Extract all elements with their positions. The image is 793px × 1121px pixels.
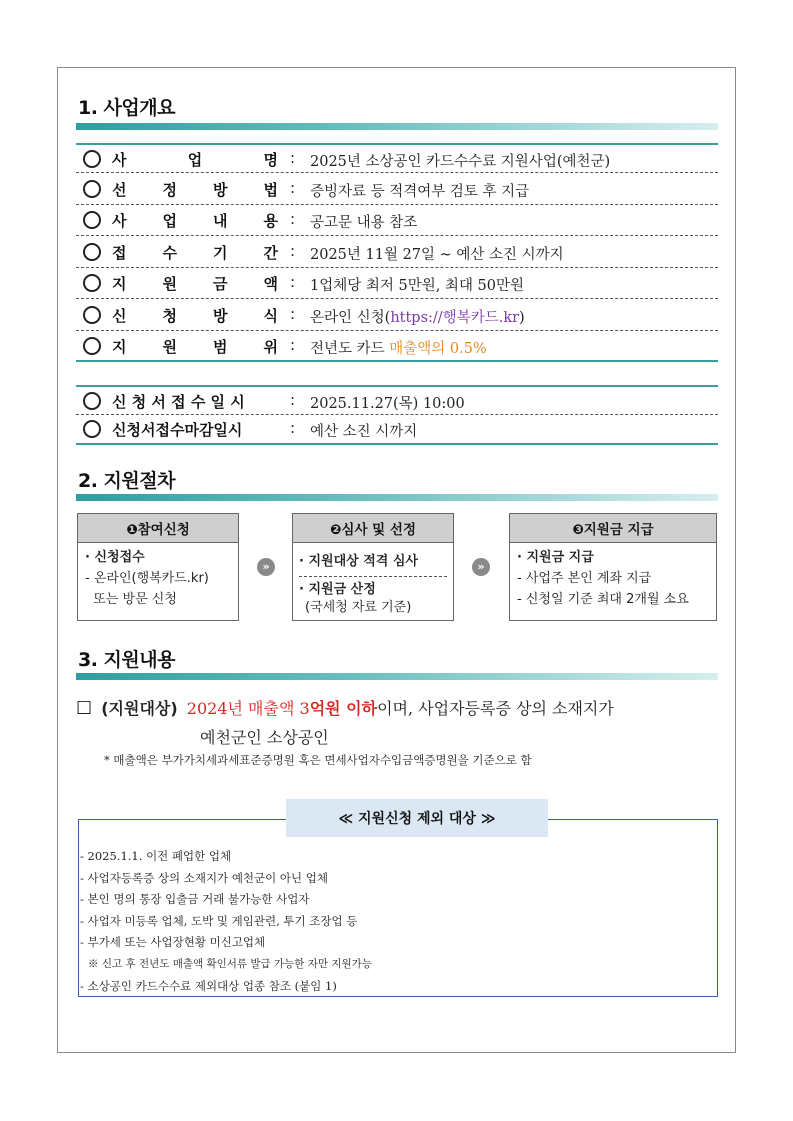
row-key-char: 내 <box>213 212 228 230</box>
row-key <box>112 210 278 231</box>
row-colon: : <box>290 241 296 260</box>
row-key-char: 법 <box>263 180 278 199</box>
list-item: - 사업자 미등록 업체, 도박 및 게임관련, 투기 조장업 등 <box>80 913 358 928</box>
row-key-char: 식 <box>263 306 278 325</box>
row-key-char: 범 <box>213 338 228 356</box>
value-suffix: ) <box>519 309 525 326</box>
value-prefix: 전년도 카드 <box>310 341 390 357</box>
website-link[interactable]: https://행복카드.kr <box>390 309 520 326</box>
row-key <box>112 149 278 170</box>
section1-bar <box>76 123 718 130</box>
step-line: 또는 방문 신청 <box>85 592 177 607</box>
row-key-char: 원 <box>162 275 177 293</box>
overview-row <box>76 301 718 331</box>
step-box-payment <box>509 513 717 621</box>
row-key-char: 신 <box>112 306 127 325</box>
section3-bar <box>76 673 718 680</box>
list-note: ※ 신고 후 전년도 매출액 확인서류 발급 가능한 자만 지원가능 <box>88 957 372 970</box>
list-item: - 2025.1.1. 이전 폐업한 업체 <box>80 849 232 863</box>
step-line: · 신청접수 <box>85 550 145 565</box>
row-value: 2025.11.27(목) 10:00 <box>310 396 465 412</box>
row-colon: : <box>290 149 296 167</box>
row-value <box>310 337 487 358</box>
row-key-char: 명 <box>263 151 278 169</box>
row-key <box>112 273 278 294</box>
step-line: (국세청 자료 기준) <box>305 600 412 615</box>
target-rest: 이며, 사업자등록증 상의 소재지가 <box>377 699 614 718</box>
row-colon: : <box>290 304 296 323</box>
step-line: · 지원금 산정 <box>299 582 376 597</box>
row-key-char: 정 <box>162 180 177 199</box>
row-key-char: 방 <box>213 180 228 199</box>
row-value: 2025년 11월 27일 ~ 예산 소진 시까지 <box>310 246 564 263</box>
row-colon: : <box>290 419 296 437</box>
row-key <box>112 179 278 200</box>
support-target <box>76 696 614 719</box>
row-key-char: 위 <box>263 338 278 356</box>
row-key-char: 사 <box>112 212 127 230</box>
section3-title: 3. 지원내용 <box>78 649 175 671</box>
section1-title: 1. 사업개요 <box>78 97 175 119</box>
circle-bullet-icon <box>83 274 101 292</box>
row-key-char: 선 <box>112 180 127 199</box>
list-item: - 소상공인 카드수수료 제외대상 업종 참조 (붙임 1) <box>80 978 337 993</box>
value-highlight: 매출액의 0.5% <box>389 341 487 357</box>
overview-row <box>76 143 718 173</box>
overview-row <box>76 332 718 362</box>
circle-bullet-icon <box>83 150 101 168</box>
row-key <box>112 305 278 326</box>
step-title: ❸지원금 지급 <box>510 514 716 543</box>
row-key <box>112 242 278 263</box>
row-value: 예산 소진 시까지 <box>310 424 418 440</box>
row-key: 신청서접수마감일시 <box>112 421 243 439</box>
row-key-char: 지 <box>112 275 127 293</box>
row-key-char: 금 <box>213 275 228 293</box>
exclusion-list <box>80 846 372 997</box>
circle-bullet-icon <box>83 337 101 355</box>
row-value: 1업체당 최저 5만원, 최대 50만원 <box>310 278 525 294</box>
overview-row <box>76 269 718 299</box>
row-key-char: 접 <box>112 243 127 262</box>
step-line: · 지원대상 적격 심사 <box>299 547 447 577</box>
step-line: - 신청일 기준 최대 2개월 소요 <box>517 592 689 607</box>
row-key-char: 액 <box>263 275 278 293</box>
row-key-char: 용 <box>263 212 278 230</box>
overview-row <box>76 206 718 236</box>
target-red-bold: 억원 이하 <box>309 699 378 718</box>
row-value: 증빙자료 등 적격여부 검토 후 지급 <box>310 183 530 200</box>
row-key-char: 지 <box>112 338 127 356</box>
row-colon: : <box>290 273 296 291</box>
step-box-apply <box>77 513 239 621</box>
checkbox-icon: ☐ <box>76 698 93 719</box>
value-prefix: 온라인 신청( <box>310 309 391 326</box>
row-key: 신 청 서 접 수 일 시 <box>112 393 245 411</box>
target-red-text: 2024년 매출액 3 <box>186 699 310 718</box>
row-key-char: 기 <box>213 243 228 262</box>
overview-row <box>76 238 718 268</box>
overview-row <box>76 175 718 205</box>
section2-title: 2. 지원절차 <box>78 470 175 492</box>
row-key-char: 원 <box>162 338 177 356</box>
footnote: * 매출액은 부가가치세과세표준증명원 혹은 면세사업자수입금액증명원을 기준으로 함 <box>104 753 532 767</box>
target-line2: 예천군인 소상공인 <box>200 728 329 747</box>
list-item: - 본인 명의 통장 입출금 거래 불가능한 사업자 <box>80 892 310 907</box>
section2-bar <box>76 494 718 501</box>
circle-bullet-icon <box>83 392 101 410</box>
row-key-char: 사 <box>112 151 127 169</box>
arrow-icon: » <box>257 558 275 576</box>
step-title: ❷심사 및 선정 <box>293 514 453 543</box>
circle-bullet-icon <box>83 306 101 324</box>
step-line: - 온라인(행복카드.kr) <box>85 571 209 586</box>
arrow-icon: » <box>472 558 490 576</box>
row-key-char: 방 <box>213 306 228 325</box>
row-key-char: 수 <box>162 243 177 262</box>
step-title: ❶참여신청 <box>78 514 238 543</box>
row-colon: : <box>290 336 296 354</box>
circle-bullet-icon <box>83 420 101 438</box>
circle-bullet-icon <box>83 211 101 229</box>
row-value: 2025년 소상공인 카드수수료 지원사업(예천군) <box>310 154 611 170</box>
list-item: - 부가세 또는 사업장현황 미신고업체 <box>80 935 266 950</box>
row-value: 공고문 내용 참조 <box>310 215 418 231</box>
list-item: - 사업자등록증 상의 소재지가 예천군이 아닌 업체 <box>80 870 328 885</box>
submission-row <box>76 385 718 415</box>
circle-bullet-icon <box>83 180 101 198</box>
submission-row <box>76 415 718 445</box>
row-key-char: 간 <box>263 243 278 262</box>
row-key-char: 업 <box>162 212 177 230</box>
step-box-review <box>292 513 454 621</box>
circle-bullet-icon <box>83 243 101 261</box>
step-line: · 지원금 지급 <box>517 550 594 565</box>
row-key-char: 업 <box>187 151 203 169</box>
target-label: (지원대상) <box>101 699 178 718</box>
row-key <box>112 336 278 357</box>
row-colon: : <box>290 178 296 197</box>
exclusion-title: ≪ 지원신청 제외 대상 ≫ <box>286 799 548 837</box>
row-value <box>310 306 525 327</box>
row-colon: : <box>290 391 296 409</box>
step-line: - 사업주 본인 계좌 지급 <box>517 571 652 586</box>
row-key-char: 청 <box>162 306 177 325</box>
row-colon: : <box>290 210 296 228</box>
